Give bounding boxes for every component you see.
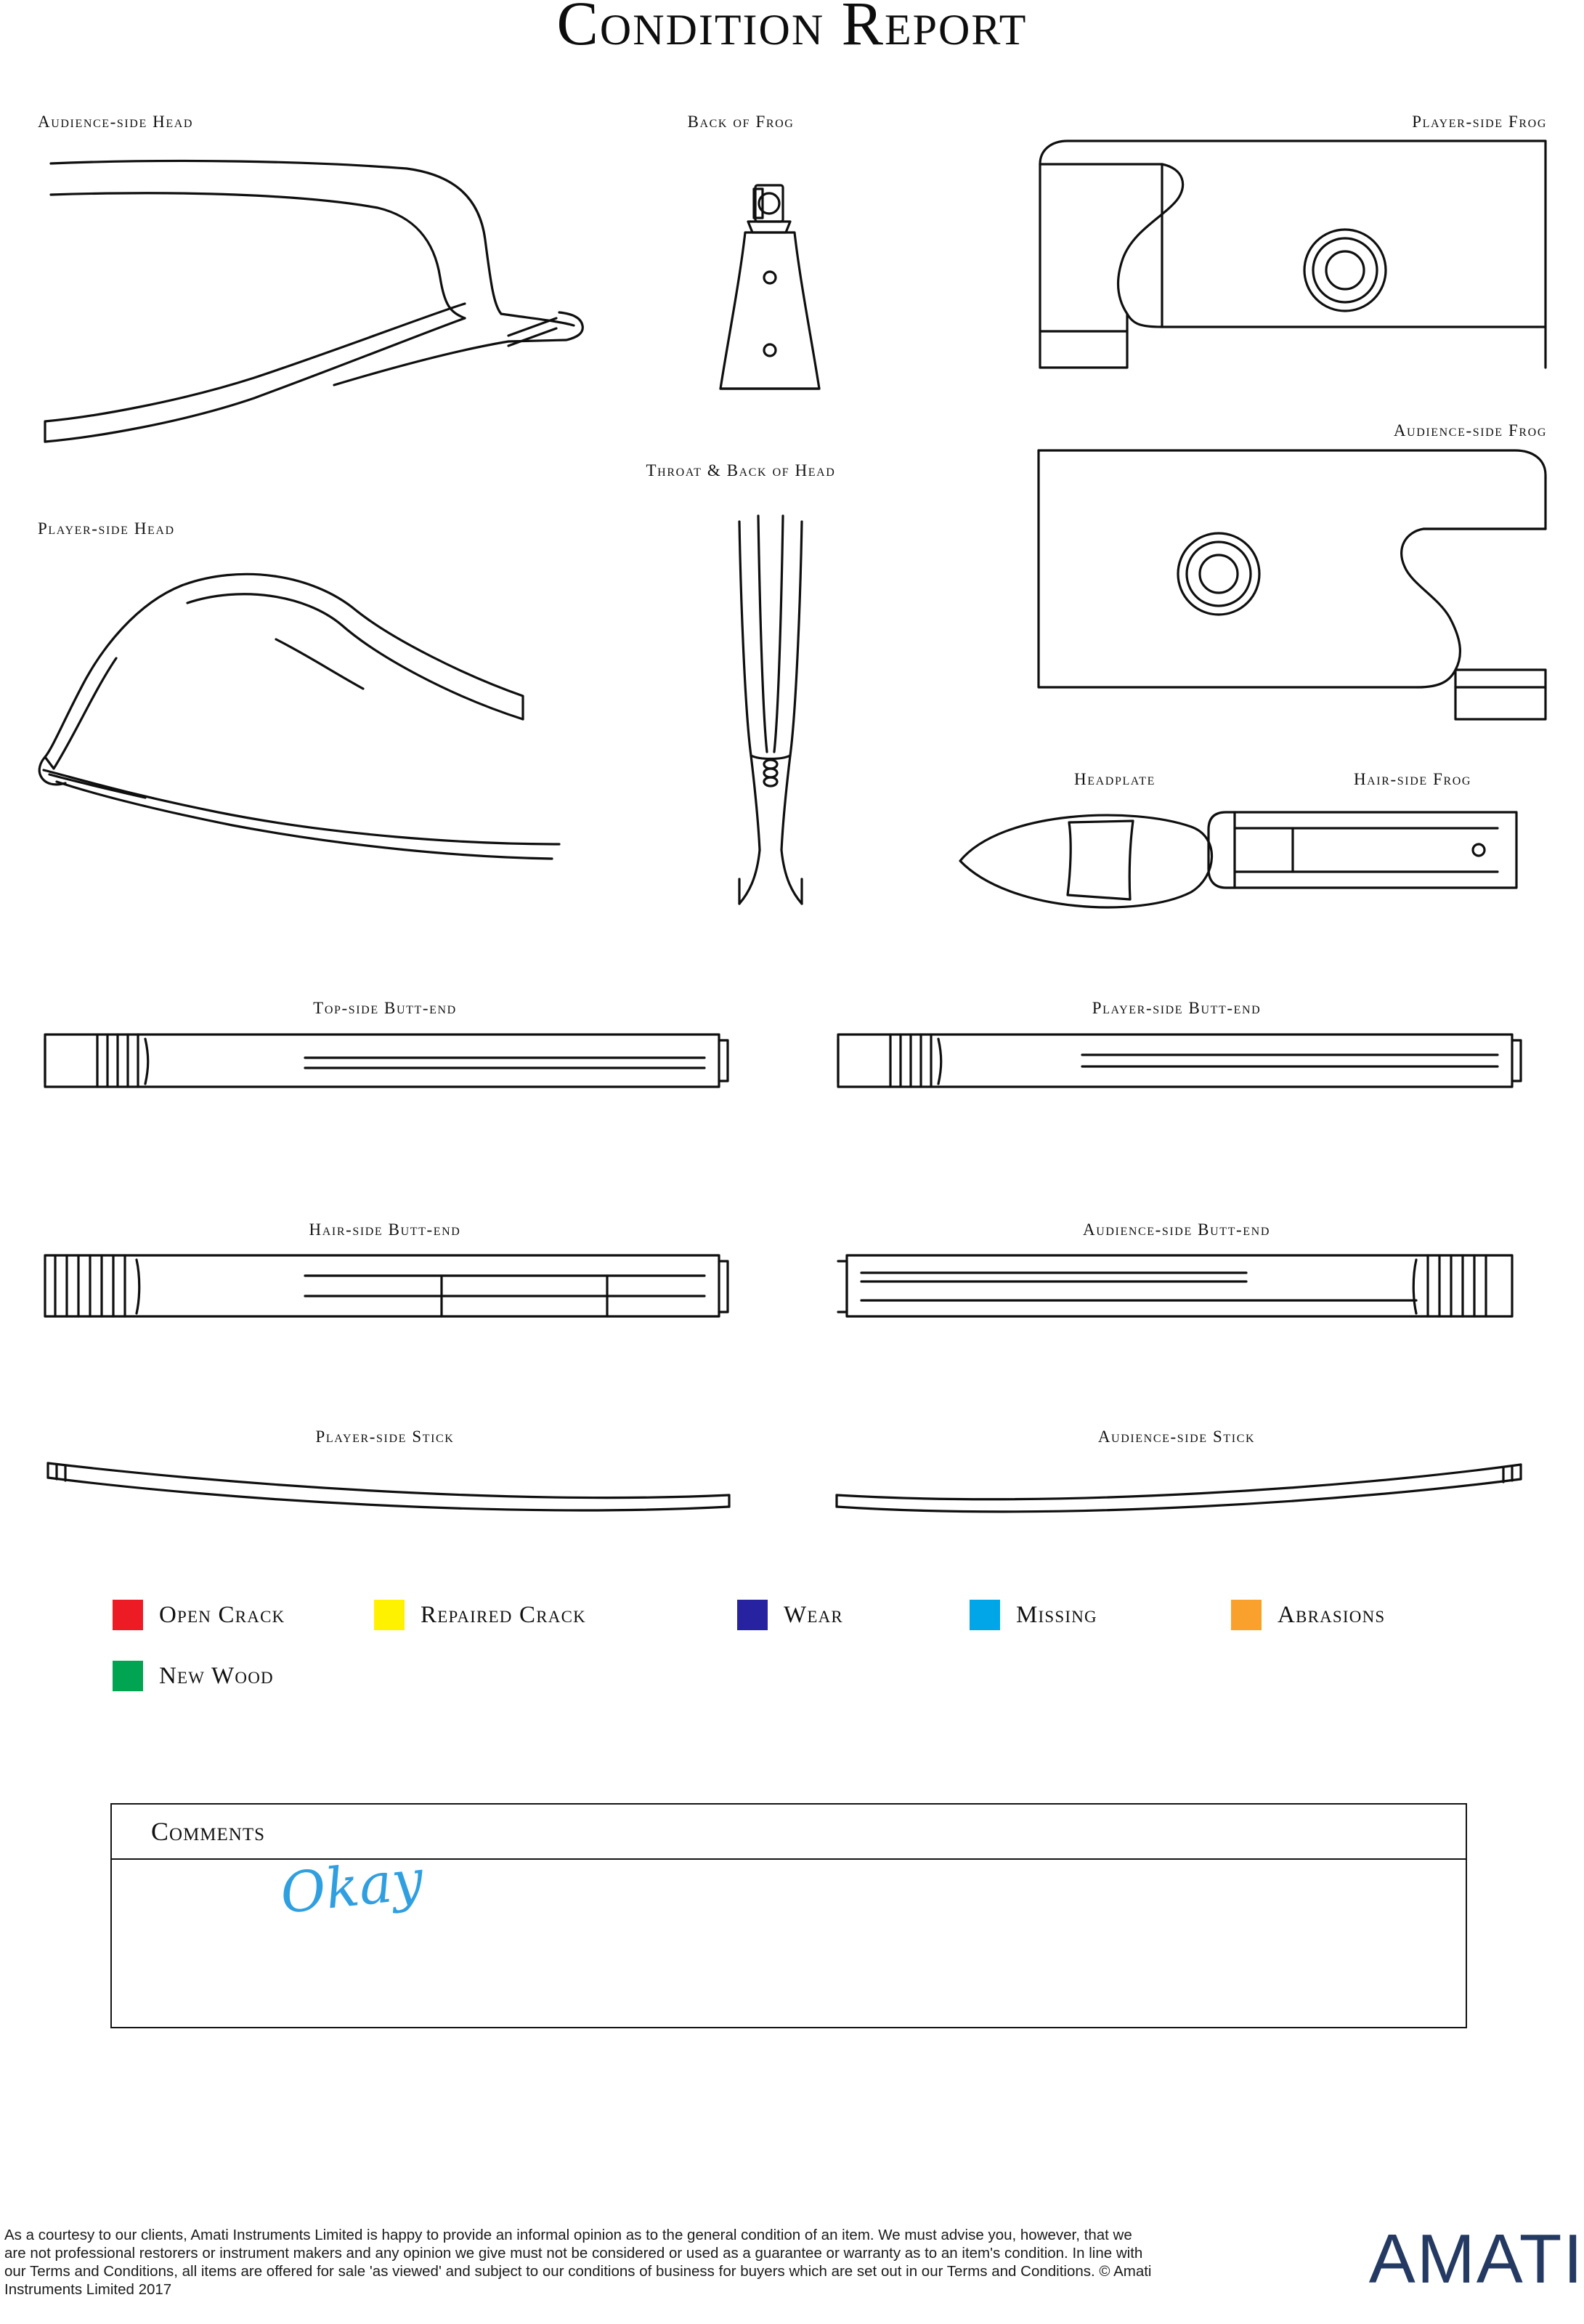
caption-audience-side-head: Audience-side Head	[38, 113, 194, 131]
diagram-audience-side-stick	[837, 1465, 1521, 1512]
caption-audience-side-butt-end: Audience-side Butt-end	[1083, 1220, 1270, 1239]
diagram-player-side-head	[39, 574, 559, 859]
condition-legend	[113, 1590, 1522, 1701]
swatch-missing	[970, 1600, 1000, 1630]
diagram-top-side-butt-end	[45, 1035, 728, 1087]
legend-item-abrasions	[1231, 1600, 1385, 1630]
legend-item-new-wood	[113, 1661, 274, 1691]
swatch-repaired-crack	[374, 1600, 405, 1630]
legend-item-repaired-crack	[374, 1600, 737, 1630]
diagram-player-side-butt-end	[838, 1035, 1521, 1087]
swatch-open-crack	[113, 1600, 143, 1630]
caption-hair-side-butt-end: Hair-side Butt-end	[309, 1220, 461, 1239]
caption-player-side-butt-end: Player-side Butt-end	[1092, 999, 1262, 1017]
caption-throat-back-of-head: Throat & Back of Head	[646, 461, 836, 479]
brand-logo: AMATI	[1368, 2220, 1584, 2298]
comments-handwritten-value: Okay	[277, 1846, 426, 1927]
caption-top-side-butt-end: Top-side Butt-end	[313, 999, 457, 1017]
comments-header	[112, 1805, 1466, 1860]
diagram-hair-side-frog	[1209, 812, 1516, 888]
legend-label-new-wood: New Wood	[159, 1662, 274, 1689]
caption-audience-side-frog: Audience-side Frog	[1393, 421, 1547, 440]
footer-disclaimer: As a courtesy to our clients, Amati Instruments Limited is happy to provide an informal opinion as to the general condition of an item. We must advise you, however, that we are not professional restorers or instrument makers and any opinion we give must not be considered or used as a guarantee or warranty as to an item's condition. In line with our Terms and Conditions, all items are offered for sale 'as viewed' and subject to our conditions of business for buyers which are set out in our Terms and Conditions. © Amati Instruments Limited 2017	[4, 2227, 1152, 2298]
legend-item-missing	[970, 1600, 1231, 1630]
caption-back-of-frog: Back of Frog	[687, 113, 795, 131]
diagram-audience-side-head	[45, 161, 582, 442]
swatch-wear	[737, 1600, 768, 1630]
diagram-audience-side-butt-end	[838, 1255, 1512, 1316]
comments-body[interactable]	[112, 1846, 1466, 2027]
legend-label-repaired-crack: Repaired Crack	[421, 1601, 586, 1628]
caption-player-side-frog: Player-side Frog	[1412, 113, 1547, 131]
diagram-player-side-frog	[1040, 141, 1546, 368]
diagram-back-of-frog	[720, 185, 819, 389]
caption-hair-side-frog: Hair-side Frog	[1353, 770, 1472, 788]
swatch-new-wood	[113, 1661, 143, 1691]
page-title: Condition Report	[556, 0, 1028, 58]
diagram-throat-back-of-head	[739, 516, 802, 904]
legend-label-open-crack: Open Crack	[159, 1601, 285, 1628]
caption-audience-side-stick: Audience-side Stick	[1097, 1428, 1256, 1446]
comments-title: Comments	[151, 1817, 266, 1846]
legend-label-missing: Missing	[1016, 1601, 1097, 1628]
diagram-player-side-stick	[48, 1463, 729, 1510]
swatch-abrasions	[1231, 1600, 1262, 1630]
diagram-audience-side-frog	[1039, 450, 1546, 719]
legend-label-abrasions: Abrasions	[1278, 1601, 1386, 1628]
diagram-headplate	[960, 815, 1212, 907]
caption-headplate: Headplate	[1074, 770, 1155, 788]
diagram-hair-side-butt-end	[45, 1255, 728, 1316]
caption-player-side-stick: Player-side Stick	[315, 1428, 455, 1446]
legend-row-1	[113, 1590, 1522, 1640]
caption-player-side-head: Player-side Head	[38, 519, 175, 538]
legend-item-wear	[737, 1600, 970, 1630]
legend-label-wear: Wear	[784, 1601, 843, 1628]
legend-row-2	[113, 1651, 1522, 1701]
legend-item-open-crack	[113, 1600, 374, 1630]
comments-box[interactable]	[110, 1803, 1467, 2028]
